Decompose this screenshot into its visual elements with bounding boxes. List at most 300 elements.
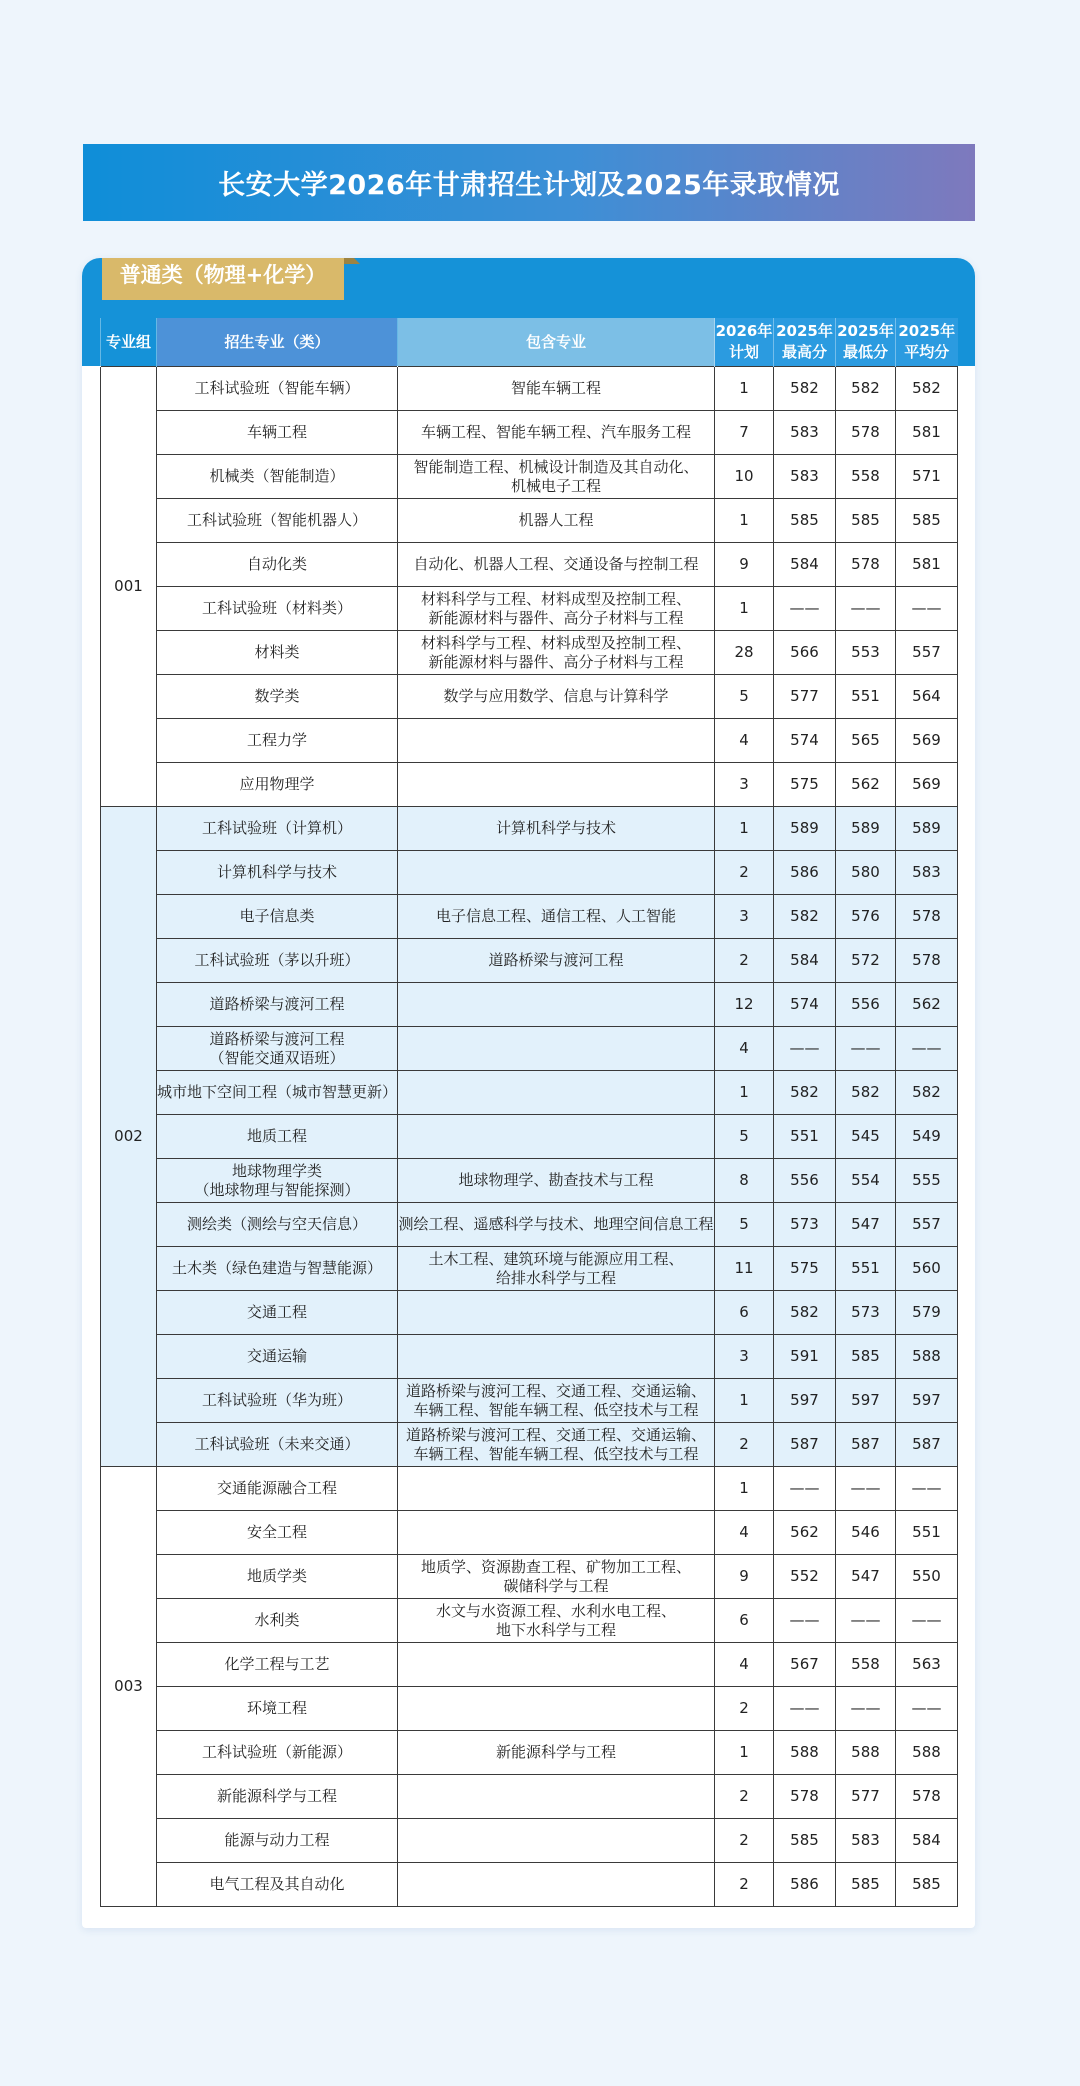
major-cell — [157, 1555, 398, 1599]
included-majors: 水文与水资源工程、水利水电工程、 — [435, 1601, 676, 1620]
major-cell — [157, 1687, 398, 1731]
max-score-cell: 584 — [774, 939, 836, 983]
major-name: 车辆工程 — [246, 423, 307, 441]
min-score-cell: 587 — [836, 1423, 896, 1467]
min-score-cell: 583 — [836, 1819, 896, 1863]
min-score-cell: 578 — [836, 411, 896, 455]
includes-cell — [398, 939, 715, 983]
major-name: 道路桥梁与渡河工程 — [209, 1029, 345, 1048]
plan-cell: 4 — [715, 1643, 774, 1687]
avg-score-cell: 569 — [896, 763, 958, 807]
plan-cell: 1 — [715, 587, 774, 631]
major-name: 数学类 — [254, 687, 300, 705]
includes-cell — [398, 367, 715, 411]
max-score-cell: 586 — [774, 851, 836, 895]
major-cell — [157, 719, 398, 763]
avg-score-cell: —— — [896, 587, 958, 631]
major-name: 工科试验班（华为班） — [201, 1391, 352, 1409]
major-name: 地质工程 — [246, 1127, 307, 1145]
included-majors: 计算机科学与技术 — [495, 819, 616, 837]
major-name: 电子信息类 — [239, 907, 315, 925]
major-name: 新能源科学与工程 — [216, 1787, 337, 1805]
table-row — [101, 1731, 958, 1775]
min-score-cell: 585 — [836, 499, 896, 543]
major-name: 交通工程 — [246, 1303, 307, 1321]
col-avg-2025-header — [896, 318, 958, 367]
table-row — [101, 1775, 958, 1819]
col-major-header — [157, 318, 398, 367]
included-majors: 道路桥梁与渡河工程、交通工程、交通运输、 — [405, 1425, 706, 1444]
col-includes-header — [398, 318, 715, 367]
table-row — [101, 1291, 958, 1335]
major-cell — [157, 807, 398, 851]
avg-score-cell: 579 — [896, 1291, 958, 1335]
max-score-cell: 573 — [774, 1203, 836, 1247]
included-majors: 道路桥梁与渡河工程 — [488, 951, 624, 969]
group-code-cell: 001 — [101, 367, 157, 807]
max-score-cell: —— — [774, 1687, 836, 1731]
table-row — [101, 1511, 958, 1555]
includes-cell — [398, 807, 715, 851]
plan-cell: 9 — [715, 1555, 774, 1599]
included-majors: 材料科学与工程、材料成型及控制工程、 — [420, 633, 691, 652]
admission-table — [100, 318, 958, 1907]
major-cell — [157, 983, 398, 1027]
header-label: 2026年 — [715, 322, 773, 340]
includes-cell — [398, 1687, 715, 1731]
major-name: 交通能源融合工程 — [216, 1479, 337, 1497]
plan-cell: 1 — [715, 1379, 774, 1423]
plan-cell: 1 — [715, 807, 774, 851]
includes-cell — [398, 1291, 715, 1335]
min-score-cell: 551 — [836, 675, 896, 719]
table-body — [101, 367, 958, 1907]
major-name: 工科试验班（未来交通） — [194, 1435, 360, 1453]
table-row — [101, 895, 958, 939]
plan-cell: 11 — [715, 1247, 774, 1291]
major-cell — [157, 675, 398, 719]
included-majors: 土木工程、建筑环境与能源应用工程、 — [428, 1249, 684, 1268]
includes-cell — [398, 587, 715, 631]
included-majors: 机械电子工程 — [510, 476, 601, 495]
plan-cell: 1 — [715, 1467, 774, 1511]
plan-cell: 4 — [715, 1027, 774, 1071]
max-score-cell: 566 — [774, 631, 836, 675]
included-majors: 数学与应用数学、信息与计算科学 — [443, 687, 669, 705]
includes-cell — [398, 851, 715, 895]
plan-cell: 2 — [715, 1863, 774, 1907]
major-cell — [157, 1071, 398, 1115]
max-score-cell: 585 — [774, 1819, 836, 1863]
plan-cell: 12 — [715, 983, 774, 1027]
includes-cell — [398, 631, 715, 675]
table-row — [101, 1467, 958, 1511]
header-label: 2025年 — [898, 322, 956, 340]
included-majors: 材料科学与工程、材料成型及控制工程、 — [420, 589, 691, 608]
table-row — [101, 587, 958, 631]
includes-cell — [398, 719, 715, 763]
major-name: 测绘类（测绘与空天信息） — [186, 1215, 367, 1233]
major-name: 计算机科学与技术 — [216, 863, 337, 881]
avg-score-cell: 562 — [896, 983, 958, 1027]
includes-cell — [398, 1335, 715, 1379]
max-score-cell: 589 — [774, 807, 836, 851]
major-name: 工科试验班（材料类） — [201, 599, 352, 617]
major-name: 交通运输 — [246, 1347, 307, 1365]
major-cell — [157, 1247, 398, 1291]
max-score-cell: —— — [774, 1599, 836, 1643]
page-title: 长安大学2026年甘肃招生计划及2025年录取情况 — [218, 170, 840, 201]
avg-score-cell: 560 — [896, 1247, 958, 1291]
includes-cell — [398, 499, 715, 543]
header-label: 2025年 — [837, 322, 894, 340]
plan-cell: 2 — [715, 1819, 774, 1863]
plan-cell: 5 — [715, 675, 774, 719]
major-cell — [157, 1511, 398, 1555]
includes-cell — [398, 1159, 715, 1203]
min-score-cell: —— — [836, 1027, 896, 1071]
max-score-cell: 585 — [774, 499, 836, 543]
major-name: 工科试验班（智能车辆） — [194, 379, 360, 397]
major-name: 环境工程 — [246, 1699, 307, 1717]
included-majors: 测绘工程、遥感科学与技术、地理空间信息工程 — [398, 1215, 714, 1233]
min-score-cell: 547 — [836, 1203, 896, 1247]
table-row — [101, 1687, 958, 1731]
avg-score-cell: —— — [896, 1599, 958, 1643]
avg-score-cell: 597 — [896, 1379, 958, 1423]
max-score-cell: 556 — [774, 1159, 836, 1203]
plan-cell: 10 — [715, 455, 774, 499]
max-score-cell: 582 — [774, 895, 836, 939]
plan-cell: 2 — [715, 939, 774, 983]
major-cell — [157, 1291, 398, 1335]
table-row — [101, 1379, 958, 1423]
category-tab-label: 普通类（物理+化学） — [119, 263, 327, 287]
max-score-cell: 575 — [774, 1247, 836, 1291]
avg-score-cell: —— — [896, 1027, 958, 1071]
plan-cell: 9 — [715, 543, 774, 587]
included-majors: 车辆工程、智能车辆工程、汽车服务工程 — [420, 423, 691, 441]
major-name: 应用物理学 — [239, 775, 315, 793]
plan-cell: 1 — [715, 1071, 774, 1115]
max-score-cell: 588 — [774, 1731, 836, 1775]
includes-cell — [398, 411, 715, 455]
included-majors: 新能源科学与工程 — [495, 1743, 616, 1761]
table-row — [101, 1159, 958, 1203]
plan-cell: 6 — [715, 1291, 774, 1335]
min-score-cell: —— — [836, 1467, 896, 1511]
header-label: 平均分 — [904, 343, 950, 361]
max-score-cell: 567 — [774, 1643, 836, 1687]
avg-score-cell: 551 — [896, 1511, 958, 1555]
min-score-cell: 576 — [836, 895, 896, 939]
avg-score-cell: —— — [896, 1687, 958, 1731]
avg-score-cell: 582 — [896, 1071, 958, 1115]
col-min-2025-header — [836, 318, 896, 367]
includes-cell — [398, 983, 715, 1027]
includes-cell — [398, 1379, 715, 1423]
min-score-cell: 558 — [836, 1643, 896, 1687]
plan-cell: 3 — [715, 1335, 774, 1379]
major-name: 工科试验班（新能源） — [201, 1743, 352, 1761]
plan-cell: 4 — [715, 1511, 774, 1555]
table-row — [101, 1071, 958, 1115]
plan-cell: 5 — [715, 1203, 774, 1247]
col-plan-2026-header — [715, 318, 774, 367]
min-score-cell: 562 — [836, 763, 896, 807]
major-cell — [157, 1335, 398, 1379]
table-row — [101, 807, 958, 851]
avg-score-cell: 549 — [896, 1115, 958, 1159]
major-name: 工程力学 — [246, 731, 307, 749]
major-cell — [157, 1731, 398, 1775]
major-cell — [157, 1819, 398, 1863]
avg-score-cell: 569 — [896, 719, 958, 763]
major-cell — [157, 1379, 398, 1423]
major-name: 材料类 — [254, 643, 300, 661]
table-row — [101, 1819, 958, 1863]
header-label: 专业组 — [105, 332, 151, 351]
major-cell — [157, 1203, 398, 1247]
table-row — [101, 455, 958, 499]
included-majors: 车辆工程、智能车辆工程、低空技术与工程 — [413, 1400, 699, 1419]
plan-cell: 1 — [715, 367, 774, 411]
min-score-cell: 589 — [836, 807, 896, 851]
min-score-cell: 553 — [836, 631, 896, 675]
includes-cell — [398, 1115, 715, 1159]
major-name: 工科试验班（智能机器人） — [186, 511, 367, 529]
avg-score-cell: 584 — [896, 1819, 958, 1863]
avg-score-cell: 585 — [896, 1863, 958, 1907]
includes-cell — [398, 1555, 715, 1599]
table-row — [101, 411, 958, 455]
major-cell — [157, 455, 398, 499]
major-cell — [157, 1643, 398, 1687]
major-name: 自动化类 — [246, 555, 307, 573]
max-score-cell: 562 — [774, 1511, 836, 1555]
plan-cell: 2 — [715, 1687, 774, 1731]
included-majors: 新能源材料与器件、高分子材料与工程 — [428, 608, 684, 627]
table-row — [101, 1027, 958, 1071]
table-row — [101, 719, 958, 763]
avg-score-cell: 564 — [896, 675, 958, 719]
table-row — [101, 983, 958, 1027]
includes-cell — [398, 1863, 715, 1907]
major-name: 能源与动力工程 — [224, 1831, 330, 1849]
major-cell — [157, 1863, 398, 1907]
min-score-cell: 551 — [836, 1247, 896, 1291]
major-name: 安全工程 — [246, 1523, 307, 1541]
max-score-cell: 574 — [774, 983, 836, 1027]
header-label: 2025年 — [776, 322, 833, 340]
included-majors: 机器人工程 — [518, 511, 594, 529]
max-score-cell: 578 — [774, 1775, 836, 1819]
avg-score-cell: —— — [896, 1467, 958, 1511]
table-row — [101, 1115, 958, 1159]
admission-card — [82, 258, 975, 1928]
min-score-cell: 597 — [836, 1379, 896, 1423]
included-majors: 道路桥梁与渡河工程、交通工程、交通运输、 — [405, 1381, 706, 1400]
plan-cell: 2 — [715, 851, 774, 895]
max-score-cell: —— — [774, 1027, 836, 1071]
included-majors: 车辆工程、智能车辆工程、低空技术与工程 — [413, 1444, 699, 1463]
min-score-cell: —— — [836, 1687, 896, 1731]
min-score-cell: 577 — [836, 1775, 896, 1819]
major-name: 道路桥梁与渡河工程 — [209, 995, 345, 1013]
plan-cell: 1 — [715, 1731, 774, 1775]
avg-score-cell: 582 — [896, 367, 958, 411]
col-max-2025-header — [774, 318, 836, 367]
table-row — [101, 1423, 958, 1467]
min-score-cell: 546 — [836, 1511, 896, 1555]
table-row — [101, 675, 958, 719]
table-row — [101, 631, 958, 675]
table-row — [101, 1555, 958, 1599]
major-name: 化学工程与工艺 — [224, 1655, 330, 1673]
table-row — [101, 1335, 958, 1379]
includes-cell — [398, 1775, 715, 1819]
avg-score-cell: 555 — [896, 1159, 958, 1203]
plan-cell: 6 — [715, 1599, 774, 1643]
major-cell — [157, 1775, 398, 1819]
table-row — [101, 1863, 958, 1907]
max-score-cell: 582 — [774, 1291, 836, 1335]
includes-cell — [398, 543, 715, 587]
includes-cell — [398, 1643, 715, 1687]
title-banner — [83, 144, 975, 221]
plan-cell: 2 — [715, 1775, 774, 1819]
major-name: 土木类（绿色建造与智慧能源） — [171, 1259, 382, 1277]
max-score-cell: 597 — [774, 1379, 836, 1423]
table-row — [101, 367, 958, 411]
major-cell — [157, 631, 398, 675]
avg-score-cell: 557 — [896, 1203, 958, 1247]
major-name: （智能交通双语班） — [209, 1048, 345, 1067]
avg-score-cell: 550 — [896, 1555, 958, 1599]
plan-cell: 1 — [715, 499, 774, 543]
max-score-cell: 551 — [774, 1115, 836, 1159]
includes-cell — [398, 1203, 715, 1247]
major-cell — [157, 499, 398, 543]
avg-score-cell: 585 — [896, 499, 958, 543]
avg-score-cell: 581 — [896, 543, 958, 587]
major-cell — [157, 763, 398, 807]
max-score-cell: 575 — [774, 763, 836, 807]
major-name: （地球物理与智能探测） — [194, 1180, 360, 1199]
header-label: 招生专业（类） — [224, 332, 330, 351]
avg-score-cell: 583 — [896, 851, 958, 895]
includes-cell — [398, 1247, 715, 1291]
min-score-cell: 585 — [836, 1335, 896, 1379]
major-cell — [157, 587, 398, 631]
includes-cell — [398, 1599, 715, 1643]
includes-cell — [398, 455, 715, 499]
avg-score-cell: 578 — [896, 1775, 958, 1819]
group-code-cell: 003 — [101, 1467, 157, 1907]
includes-cell — [398, 1423, 715, 1467]
min-score-cell: 558 — [836, 455, 896, 499]
plan-cell: 2 — [715, 1423, 774, 1467]
min-score-cell: 588 — [836, 1731, 896, 1775]
major-cell — [157, 1159, 398, 1203]
min-score-cell: 572 — [836, 939, 896, 983]
major-name: 电气工程及其自动化 — [209, 1875, 345, 1893]
included-majors: 电子信息工程、通信工程、人工智能 — [435, 907, 676, 925]
max-score-cell: 582 — [774, 1071, 836, 1115]
includes-cell — [398, 763, 715, 807]
table-row — [101, 763, 958, 807]
avg-score-cell: 563 — [896, 1643, 958, 1687]
max-score-cell: 583 — [774, 455, 836, 499]
included-majors: 地球物理学、勘查技术与工程 — [458, 1171, 654, 1189]
plan-cell: 3 — [715, 895, 774, 939]
includes-cell — [398, 1731, 715, 1775]
max-score-cell: 584 — [774, 543, 836, 587]
avg-score-cell: 587 — [896, 1423, 958, 1467]
min-score-cell: 585 — [836, 1863, 896, 1907]
max-score-cell: 583 — [774, 411, 836, 455]
major-cell — [157, 411, 398, 455]
major-name: 水利类 — [254, 1611, 300, 1629]
min-score-cell: —— — [836, 587, 896, 631]
avg-score-cell: 581 — [896, 411, 958, 455]
min-score-cell: 578 — [836, 543, 896, 587]
includes-cell — [398, 1511, 715, 1555]
major-name: 工科试验班（茅以升班） — [194, 951, 360, 969]
plan-cell: 5 — [715, 1115, 774, 1159]
plan-cell: 28 — [715, 631, 774, 675]
major-name: 城市地下空间工程（城市智慧更新） — [157, 1083, 398, 1101]
plan-cell: 7 — [715, 411, 774, 455]
includes-cell — [398, 675, 715, 719]
major-cell — [157, 1467, 398, 1511]
includes-cell — [398, 1071, 715, 1115]
min-score-cell: 547 — [836, 1555, 896, 1599]
header-label: 最低分 — [842, 343, 888, 361]
avg-score-cell: 588 — [896, 1335, 958, 1379]
included-majors: 智能车辆工程 — [510, 379, 601, 397]
included-majors: 智能制造工程、机械设计制造及其自动化、 — [413, 457, 699, 476]
max-score-cell: 587 — [774, 1423, 836, 1467]
max-score-cell: 582 — [774, 367, 836, 411]
header-label: 包含专业 — [525, 332, 586, 351]
max-score-cell: 586 — [774, 1863, 836, 1907]
avg-score-cell: 571 — [896, 455, 958, 499]
included-majors: 碳储科学与工程 — [503, 1576, 609, 1595]
includes-cell — [398, 1027, 715, 1071]
included-majors: 新能源材料与器件、高分子材料与工程 — [428, 652, 684, 671]
col-group-header — [101, 318, 157, 367]
min-score-cell: 582 — [836, 1071, 896, 1115]
category-tab — [102, 258, 344, 300]
min-score-cell: —— — [836, 1599, 896, 1643]
plan-cell: 8 — [715, 1159, 774, 1203]
min-score-cell: 554 — [836, 1159, 896, 1203]
avg-score-cell: 588 — [896, 1731, 958, 1775]
max-score-cell: 577 — [774, 675, 836, 719]
table-row — [101, 1247, 958, 1291]
major-name: 地质学类 — [246, 1567, 307, 1585]
included-majors: 自动化、机器人工程、交通设备与控制工程 — [413, 555, 699, 573]
major-cell — [157, 1423, 398, 1467]
major-name: 工科试验班（计算机） — [201, 819, 352, 837]
avg-score-cell: 578 — [896, 939, 958, 983]
max-score-cell: —— — [774, 587, 836, 631]
major-cell — [157, 895, 398, 939]
included-majors: 给排水科学与工程 — [495, 1268, 616, 1287]
min-score-cell: 582 — [836, 367, 896, 411]
included-majors: 地下水科学与工程 — [495, 1620, 616, 1639]
